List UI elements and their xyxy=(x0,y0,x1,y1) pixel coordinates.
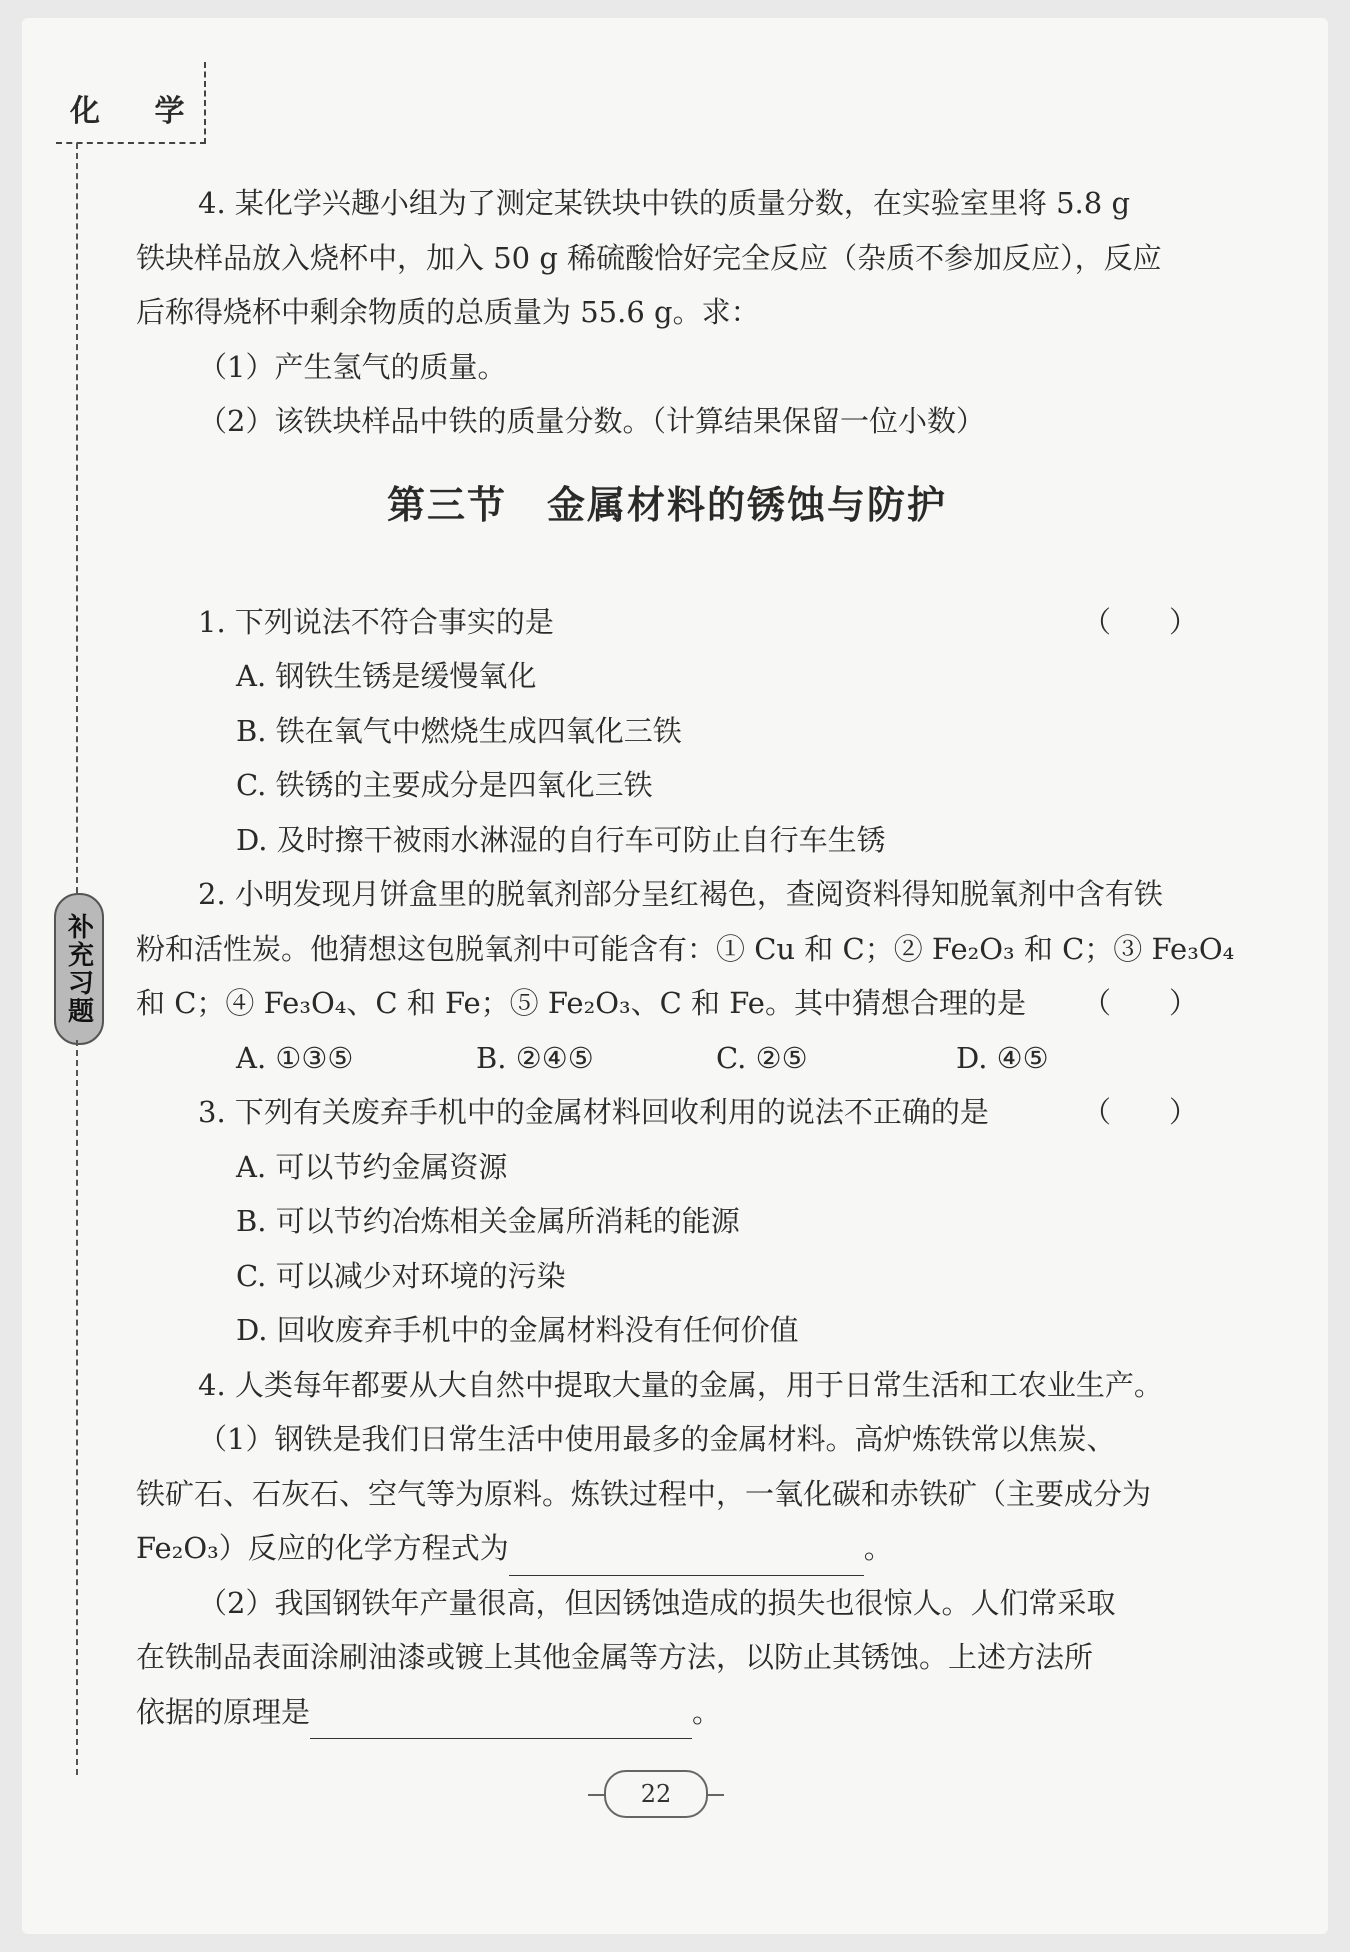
q4-p1-end: 。 xyxy=(863,1531,893,1565)
q2-option-c: C. ②⑤ xyxy=(716,1040,808,1075)
q1-stem-text: 1. 下列说法不符合事实的是 xyxy=(198,604,554,639)
q3-option-a: A. 可以节约金属资源 xyxy=(236,1149,508,1184)
content xyxy=(136,176,1235,1739)
q3-answer-paren: （ ） xyxy=(1081,1095,1198,1129)
prev-q4-sub-2: （2）该铁块样品中铁的质量分数。（计算结果保留一位小数） xyxy=(198,404,985,438)
q4-stem: 4. 人类每年都要从大自然中提取大量的金属，用于日常生活和工农业生产。 xyxy=(198,1367,1163,1402)
q2-option-b: B. ②④⑤ xyxy=(476,1040,594,1075)
q4-answer-blank-2[interactable] xyxy=(310,1702,692,1739)
section-number: 第三节 xyxy=(386,482,507,527)
q4-p2-end: 。 xyxy=(692,1694,722,1729)
q1-option-a: A. 钢铁生锈是缓慢氧化 xyxy=(236,659,537,693)
q4-p2-line-2: 在铁制品表面涂刷油漆或镀上其他金属等方法，以防止其锈蚀。上述方法所 xyxy=(136,1640,1094,1674)
q4-p1-line-1: （1）钢铁是我们日常生活中使用最多的金属材料。高炉炼铁常以焦炭、 xyxy=(198,1422,1116,1456)
page-number-text: 22 xyxy=(640,1780,672,1808)
q1-option-d: D. 及时擦干被雨水淋湿的自行车可防止自行车生锈 xyxy=(236,822,886,857)
q2-line-2: 粉和活性炭。他猜想这包脱氧剂中可能含有：① Cu 和 C；② Fe₂O₃ 和 C；③ Fe₃O₄ xyxy=(136,931,1235,966)
section-title xyxy=(136,449,1198,561)
q3-stem xyxy=(136,1085,1198,1140)
q4-answer-blank-1[interactable] xyxy=(509,1539,864,1576)
q3-option-c: C. 可以减少对环境的污染 xyxy=(236,1258,566,1293)
q1-option-c: C. 铁锈的主要成分是四氧化三铁 xyxy=(236,768,653,802)
page-number xyxy=(604,1770,708,1818)
q2-answer-paren: （ ） xyxy=(1081,986,1198,1020)
q1-stem xyxy=(136,595,1198,650)
margin-rule-top xyxy=(76,143,78,893)
q2-options xyxy=(136,1031,1198,1086)
q1-answer-paren: （ ） xyxy=(1081,604,1198,639)
q4-p1-line-3-text: Fe₂O₃）反应的化学方程式为 xyxy=(136,1531,509,1565)
q3-stem-text: 3. 下列有关废弃手机中的金属材料回收利用的说法不正确的是 xyxy=(198,1095,989,1129)
side-tab-label: 补充习题 xyxy=(63,913,94,1025)
q3-option-b: B. 可以节约冶炼相关金属所消耗的能源 xyxy=(236,1204,740,1238)
q4-p1-line-3 xyxy=(136,1521,1198,1576)
prev-q4-sub-1: （1）产生氢气的质量。 xyxy=(198,349,507,384)
q2-line-1: 2. 小明发现月饼盒里的脱氧剂部分呈红褐色，查阅资料得知脱氧剂中含有铁 xyxy=(198,877,1163,911)
q2-option-a: A. ①③⑤ xyxy=(236,1040,354,1075)
q4-p1-line-2: 铁矿石、石灰石、空气等为原料。炼铁过程中，一氧化碳和赤铁矿（主要成分为 xyxy=(136,1476,1152,1511)
q4-p2-line-3-text: 依据的原理是 xyxy=(136,1694,311,1729)
prev-q4-line-3: 后称得烧杯中剩余物质的总质量为 55.6 g。求： xyxy=(136,295,760,329)
subject-header: 化 学 xyxy=(70,94,207,129)
q4-p2-line-1: （2）我国钢铁年产量很高，但因锈蚀造成的损失也很惊人。人们常采取 xyxy=(198,1585,1116,1620)
q4-p2-line-3 xyxy=(136,1685,1198,1740)
q1-option-b: B. 铁在氧气中燃烧生成四氧化三铁 xyxy=(236,713,682,748)
side-tab xyxy=(54,893,104,1045)
q2-line-3 xyxy=(136,976,1198,1031)
q2-line-3-text: 和 C；④ Fe₃O₄、C 和 Fe；⑤ Fe₂O₃、C 和 Fe。其中猜想合理的是 xyxy=(136,986,1026,1020)
q2-option-d: D. ④⑤ xyxy=(956,1040,1049,1075)
section-name: 金属材料的锈蚀与防护 xyxy=(547,482,948,527)
prev-q4-line-1: 4. 某化学兴趣小组为了测定某铁块中铁的质量分数，在实验室里将 5.8 g xyxy=(198,186,1131,220)
q3-option-d: D. 回收废弃手机中的金属材料没有任何价值 xyxy=(236,1313,799,1347)
prev-q4-line-2: 铁块样品放入烧杯中，加入 50 g 稀硫酸恰好完全反应（杂质不参加反应），反应 xyxy=(136,240,1162,275)
margin-rule-bottom xyxy=(76,1040,78,1775)
